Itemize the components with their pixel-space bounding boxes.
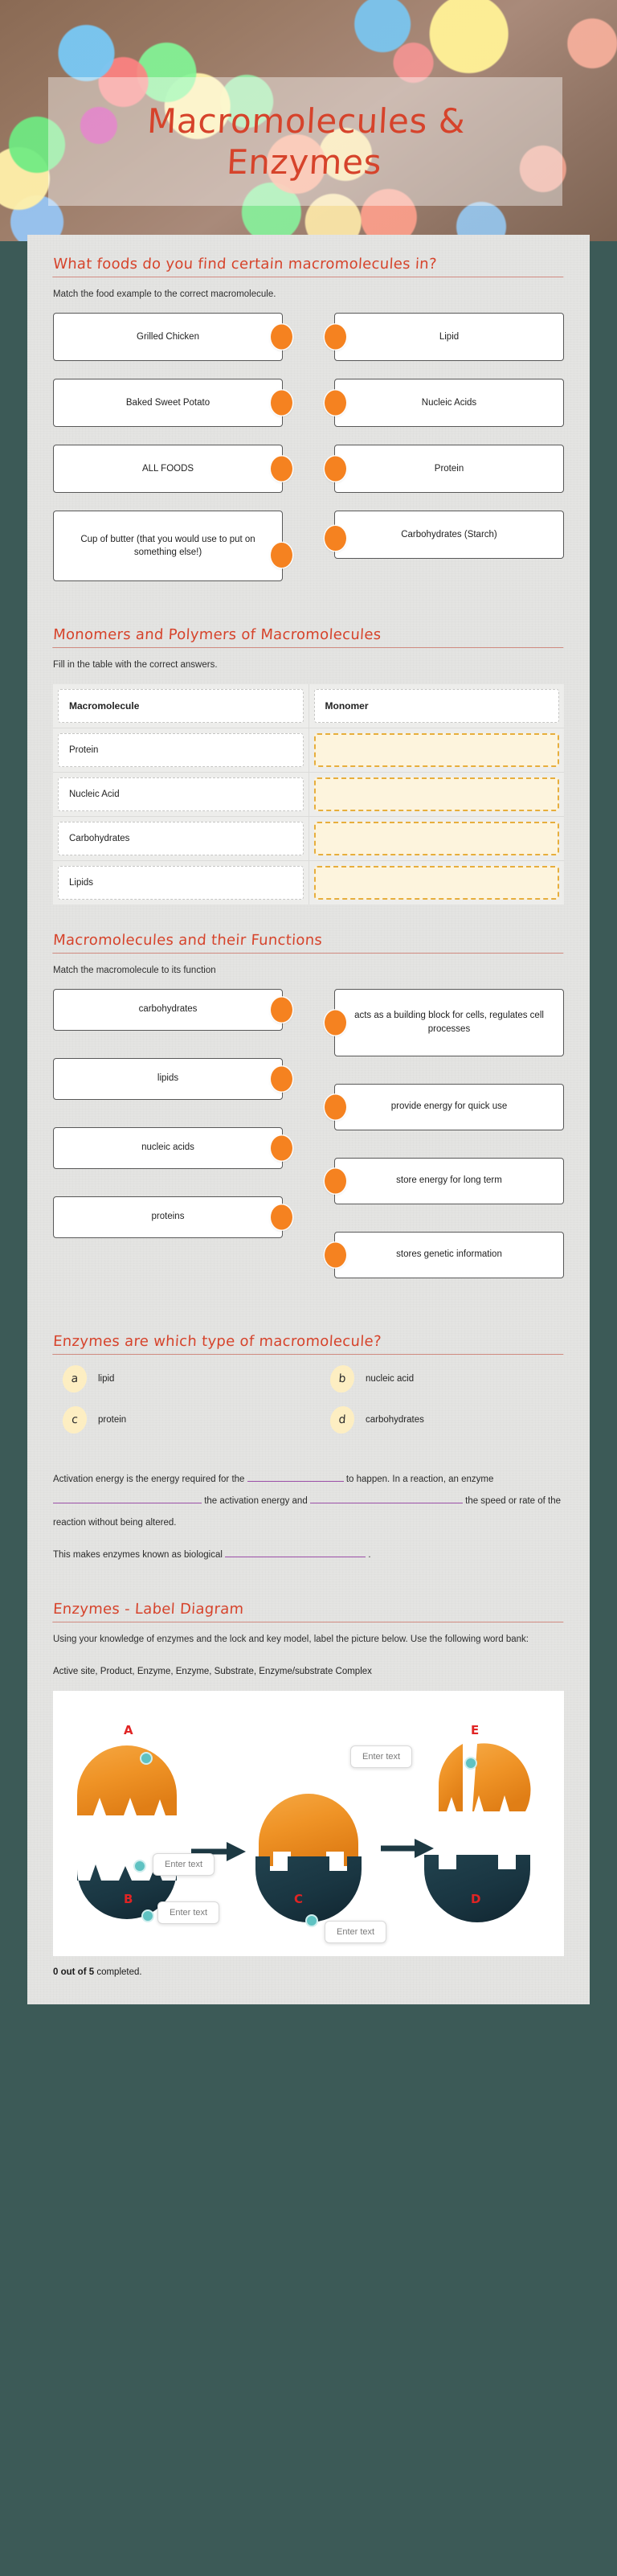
connector-dot-icon[interactable] — [325, 526, 346, 551]
mc-label-d: carbohydrates — [366, 1414, 424, 1425]
match-item-baked-sweet-potato[interactable] — [53, 379, 283, 427]
hotspot-product-e — [464, 1757, 477, 1770]
row-label-nucleic-acid: Nucleic Acid — [58, 777, 304, 811]
input-enter-text-b1[interactable]: Enter text — [153, 1853, 215, 1876]
hotspot-enzyme-b-upper — [133, 1860, 146, 1873]
match-item-nucleic-acids[interactable] — [53, 1127, 283, 1169]
connector-dot-icon[interactable] — [325, 1242, 346, 1267]
match-item-building-block[interactable] — [334, 989, 564, 1056]
table-cell — [53, 728, 308, 772]
answer-field-protein-monomer[interactable] — [314, 733, 560, 767]
connector-dot-icon[interactable] — [325, 325, 346, 350]
biological-text-2: . — [368, 1549, 371, 1560]
matching-column-left-foods — [53, 313, 283, 599]
table-cell — [53, 772, 308, 816]
match-label: Grilled Chicken — [137, 331, 199, 342]
section-heading-enzyme-type: Enzymes are which type of macromolecule? — [52, 1333, 564, 1355]
section-label-diagram — [53, 1601, 564, 1977]
match-item-proteins[interactable] — [53, 1196, 283, 1238]
mc-label-a: lipid — [98, 1373, 115, 1384]
diagram-label-b: B — [124, 1891, 133, 1906]
biological-paragraph — [53, 1545, 564, 1565]
match-label: stores genetic information — [396, 1249, 502, 1260]
input-enter-text-e[interactable]: Enter text — [350, 1745, 412, 1768]
mc-option-a[interactable] — [53, 1365, 296, 1393]
connector-dot-icon[interactable] — [271, 1066, 292, 1091]
table-row — [53, 772, 564, 816]
connector-dot-icon[interactable] — [325, 1010, 346, 1035]
match-label: Nucleic Acids — [421, 397, 477, 408]
progress-count: 0 out of 5 — [53, 1967, 95, 1977]
section-heading-foods: What foods do you find certain macromolecules in? — [52, 256, 564, 277]
input-enter-text-c[interactable]: Enter text — [325, 1921, 386, 1943]
match-item-lipid[interactable] — [334, 313, 564, 361]
match-item-all-foods[interactable] — [53, 445, 283, 493]
enzyme-substrate-complex-c — [255, 1794, 362, 1922]
activation-text-6: without being altered. — [88, 1517, 177, 1528]
activation-text-3: the activation — [204, 1495, 259, 1506]
section-monomers — [53, 626, 564, 904]
activation-text-2: to happen. In a reaction, an enzyme — [345, 1474, 494, 1484]
monomer-table — [53, 684, 564, 904]
section-heading-functions: Macromolecules and their Functions — [52, 932, 564, 954]
hotspot-enzyme-b-lower — [141, 1909, 154, 1922]
match-item-carbohydrates[interactable] — [53, 989, 283, 1031]
row-label-carbohydrates: Carbohydrates — [58, 822, 304, 855]
mc-option-c[interactable] — [53, 1406, 296, 1434]
matching-grid-functions — [53, 989, 564, 1306]
table-header-row — [53, 684, 564, 728]
page-title — [144, 100, 466, 183]
match-item-carbohydrates-starch[interactable] — [334, 511, 564, 559]
connector-dot-icon[interactable] — [325, 391, 346, 416]
multiple-choice-options — [53, 1365, 564, 1434]
connector-dot-icon[interactable] — [271, 1135, 292, 1160]
match-label: proteins — [151, 1212, 185, 1222]
matching-grid-foods — [53, 313, 564, 599]
table-cell — [53, 816, 308, 860]
match-item-lipids[interactable] — [53, 1058, 283, 1100]
page-title-line2: Enzymes — [225, 142, 383, 182]
answer-field-lipids-monomer[interactable] — [314, 866, 560, 900]
section-heading-monomers: Monomers and Polymers of Macromolecules — [52, 626, 564, 648]
blank-field-4[interactable] — [225, 1546, 366, 1557]
table-cell — [308, 684, 564, 728]
match-item-quick-energy[interactable] — [334, 1084, 564, 1130]
mc-label-b: nucleic acid — [366, 1373, 415, 1384]
activation-text-4: energy and — [261, 1495, 308, 1506]
table-cell — [308, 728, 564, 772]
mc-badge-a: a — [62, 1365, 88, 1393]
connector-dot-icon[interactable] — [271, 325, 292, 350]
connector-dot-icon[interactable] — [271, 391, 292, 416]
progress-status — [53, 1967, 564, 1977]
table-cell — [308, 816, 564, 860]
table-row — [53, 816, 564, 860]
hero-banner — [0, 0, 617, 241]
page-footer-area — [0, 2011, 617, 2057]
table-cell — [308, 860, 564, 904]
instruction-functions: Match the macromolecule to its function — [53, 965, 216, 975]
mc-badge-d: d — [329, 1406, 355, 1434]
mc-label-c: protein — [98, 1414, 127, 1425]
connector-dot-icon[interactable] — [325, 1094, 346, 1119]
diagram-label-d: D — [471, 1891, 481, 1906]
enzyme-lock-and-key-diagram — [53, 1691, 564, 1956]
blank-field-2[interactable] — [53, 1492, 202, 1503]
match-label: carbohydrates — [138, 1004, 198, 1015]
column-header-monomer: Monomer — [314, 689, 560, 723]
product-shape-e — [439, 1743, 530, 1811]
blank-field-3[interactable] — [310, 1492, 463, 1503]
activation-paragraph — [53, 1469, 564, 1534]
connector-dot-icon[interactable] — [325, 1168, 346, 1193]
diagram-label-c: C — [294, 1891, 304, 1906]
instruction-monomers: Fill in the table with the correct answers. — [53, 660, 218, 671]
match-item-nucleic-acids[interactable] — [334, 379, 564, 427]
match-label: Lipid — [439, 331, 460, 342]
match-label: Protein — [434, 463, 464, 474]
table-cell — [53, 684, 308, 728]
progress-suffix: completed. — [94, 1967, 142, 1977]
section-heading-label-diagram: Enzymes - Label Diagram — [52, 1601, 564, 1622]
diagram-label-e: E — [471, 1722, 480, 1737]
input-enter-text-b2[interactable]: Enter text — [157, 1901, 219, 1924]
match-label: nucleic acids — [141, 1142, 194, 1153]
column-header-macromolecule: Macromolecule — [58, 689, 304, 723]
match-item-genetic-information[interactable] — [334, 1232, 564, 1278]
title-band — [48, 77, 562, 206]
answer-field-nucleic-acid-monomer[interactable] — [314, 777, 560, 811]
connector-dot-icon[interactable] — [271, 543, 292, 568]
answer-field-carbohydrates-monomer[interactable] — [314, 822, 560, 855]
table-cell — [308, 772, 564, 816]
table-row — [53, 728, 564, 772]
mc-option-d[interactable] — [321, 1406, 564, 1434]
table-cell — [53, 860, 308, 904]
instruction-label-diagram: Using your knowledge of enzymes and the lock and key model, label the picture below. Use the following word bank: — [53, 1635, 529, 1645]
enzyme-shape-d — [424, 1855, 530, 1922]
match-item-protein[interactable] — [334, 445, 564, 493]
match-item-cup-of-butter[interactable] — [53, 511, 283, 581]
connector-dot-icon[interactable] — [271, 1204, 292, 1229]
substrate-shape-a — [77, 1745, 177, 1815]
mc-badge-c: c — [62, 1406, 88, 1434]
match-label: ALL FOODS — [141, 463, 194, 474]
row-label-lipids: Lipids — [58, 866, 304, 900]
biological-text-1: This makes enzymes known as biological — [53, 1549, 223, 1560]
diagram-label-a: A — [124, 1722, 133, 1737]
mc-badge-b: b — [329, 1365, 355, 1393]
worksheet-sheet — [27, 235, 590, 2004]
activation-text-1: Activation energy is the energy required for the — [53, 1474, 245, 1484]
section-foods — [53, 256, 564, 599]
mc-option-b[interactable] — [321, 1365, 564, 1393]
connector-dot-icon[interactable] — [271, 997, 292, 1022]
match-label: Carbohydrates (Starch) — [401, 529, 497, 539]
activation-text-5: the speed or rate of the reaction — [53, 1495, 562, 1528]
section-enzyme-type — [53, 1333, 564, 1434]
word-bank: Active site, Product, Enzyme, Enzyme, Substrate, Enzyme/substrate Complex — [53, 1667, 372, 1677]
table-row — [53, 860, 564, 904]
page-title-line1: Macromolecules & — [146, 100, 467, 141]
hotspot-active-site-a — [140, 1752, 153, 1765]
match-item-grilled-chicken[interactable] — [53, 313, 283, 361]
match-label: Cup of butter (that you would use to put on something else!) — [80, 534, 255, 558]
section-activation-energy — [53, 1469, 564, 1565]
match-item-long-term-energy[interactable] — [334, 1158, 564, 1204]
match-label: provide energy for quick use — [390, 1101, 508, 1112]
section-functions — [53, 932, 564, 1306]
connector-dot-icon[interactable] — [325, 457, 346, 482]
hotspot-complex-c — [305, 1914, 318, 1927]
matching-column-right-foods — [334, 313, 564, 599]
match-label: acts as a building block for cells, regulates cell processes — [354, 1011, 544, 1034]
blank-field-1[interactable] — [247, 1471, 344, 1482]
matching-column-right-functions — [334, 989, 564, 1306]
connector-dot-icon[interactable] — [271, 457, 292, 482]
match-label: lipids — [157, 1073, 179, 1084]
matching-column-left-functions — [53, 989, 283, 1306]
row-label-protein: Protein — [58, 733, 304, 767]
match-label: store energy for long term — [396, 1175, 502, 1186]
match-label: Baked Sweet Potato — [125, 397, 210, 408]
instruction-foods: Match the food example to the correct macromolecule. — [53, 289, 276, 299]
